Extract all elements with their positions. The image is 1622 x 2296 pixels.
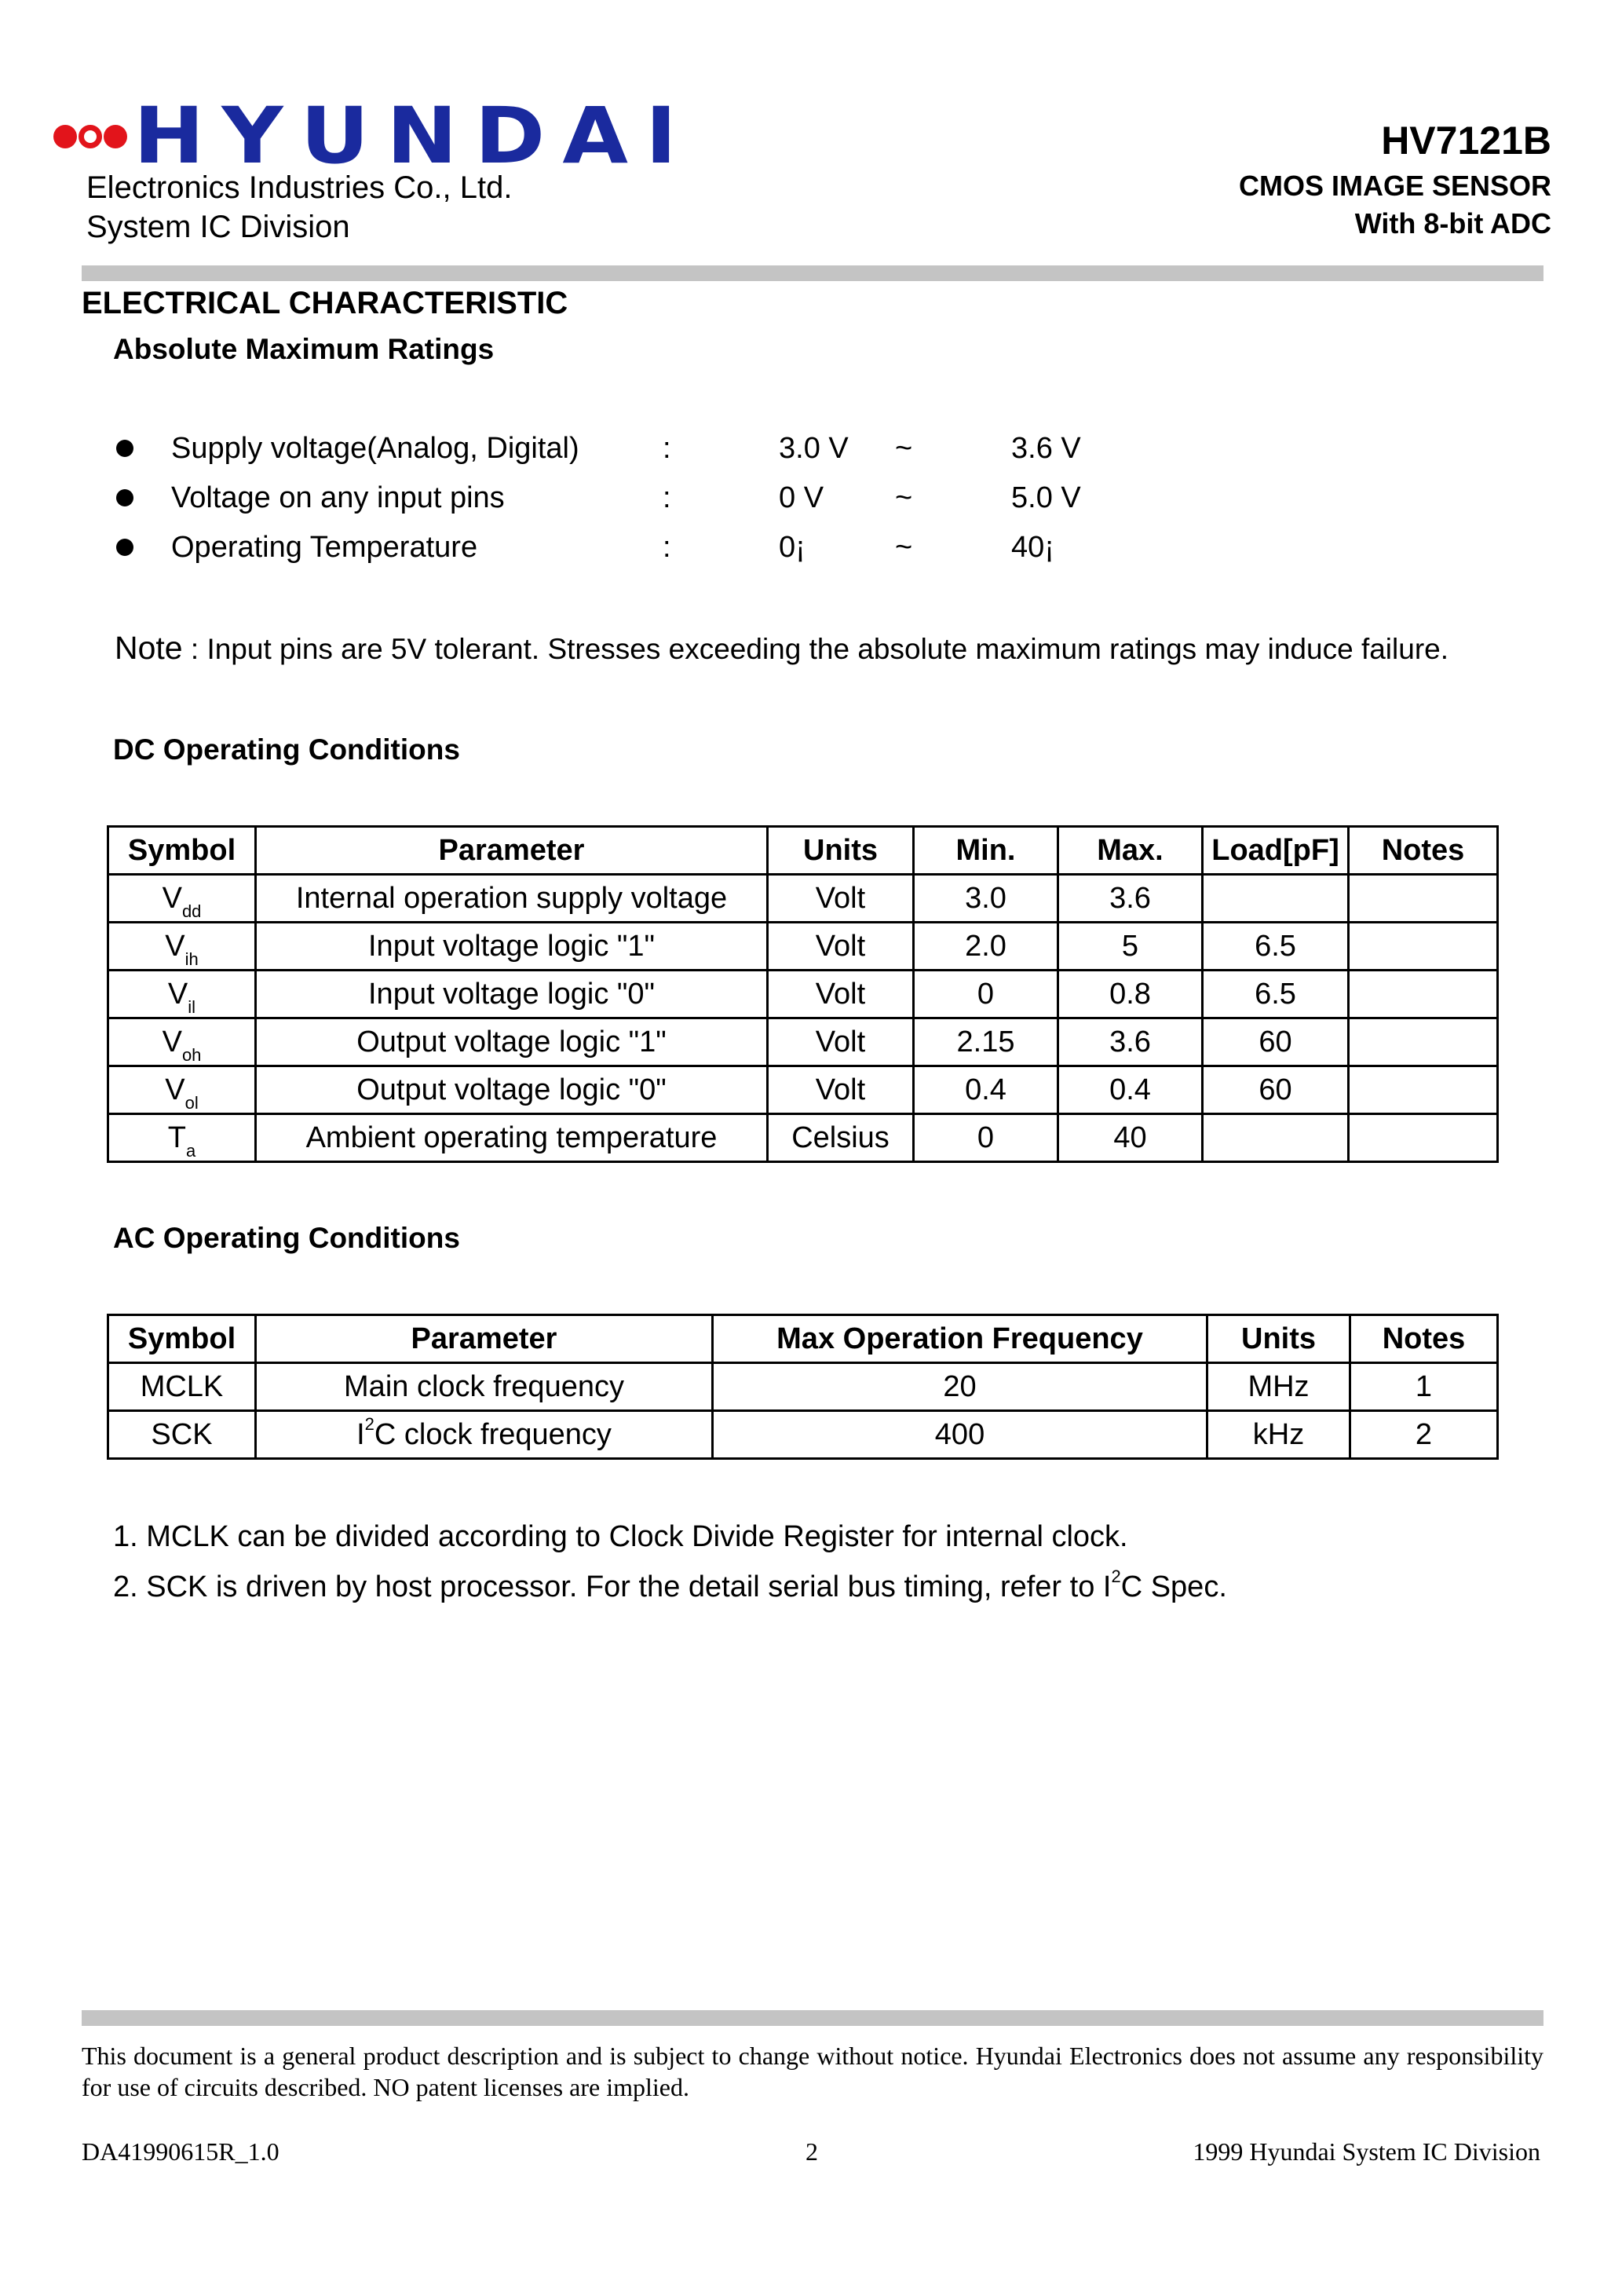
- symbol-cell: SCK: [108, 1411, 256, 1459]
- rating-min: 0¡: [779, 531, 806, 564]
- load-cell: 6.5: [1203, 923, 1349, 971]
- units-cell: MHz: [1207, 1363, 1350, 1411]
- notes-cell: 2: [1350, 1411, 1498, 1459]
- rating-item: [113, 531, 1134, 570]
- document-subtitle-1: CMOS IMAGE SENSOR: [1238, 170, 1551, 202]
- symbol-cell: MCLK: [108, 1363, 256, 1411]
- bullet-icon: [116, 440, 133, 457]
- bullet-icon: [116, 539, 133, 556]
- col-header: Parameter: [256, 1315, 713, 1363]
- rating-max: 40¡: [1011, 531, 1054, 564]
- table-row: [108, 875, 1498, 923]
- rating-colon: :: [663, 531, 671, 564]
- frequency-cell: 20: [713, 1363, 1207, 1411]
- document-code: HV7121B: [1381, 119, 1551, 163]
- col-header: Symbol: [108, 827, 256, 875]
- rating-item: [113, 432, 1134, 471]
- parameter-cell: Main clock frequency: [256, 1363, 713, 1411]
- parameter-cell: Ambient operating temperature: [256, 1114, 768, 1162]
- units-cell: Volt: [768, 1018, 914, 1066]
- rating-colon: :: [663, 432, 671, 465]
- min-cell: 0: [914, 971, 1058, 1018]
- note-text: : Input pins are 5V tolerant. Stresses exceeding the absolute maximum ratings may induce failure.: [182, 633, 1448, 665]
- load-cell: 60: [1203, 1066, 1349, 1114]
- rating-max: 3.6 V: [1011, 432, 1081, 465]
- col-header: Notes: [1350, 1315, 1498, 1363]
- table-row: [108, 1114, 1498, 1162]
- min-cell: 2.0: [914, 923, 1058, 971]
- table-row: [108, 1363, 1498, 1411]
- section-title: ELECTRICAL CHARACTERISTIC: [82, 286, 568, 320]
- col-header: Notes: [1349, 827, 1498, 875]
- col-header: Parameter: [256, 827, 768, 875]
- footnote-2: 2. SCK is driven by host processor. For the detail serial bus timing, refer to $I^2C$ Spec.: [113, 1567, 1227, 1603]
- symbol-cell: $V_{dd}$: [108, 875, 256, 923]
- max-cell: 0.8: [1058, 971, 1203, 1018]
- page-number: 2: [806, 2137, 818, 2166]
- notes-cell: [1349, 923, 1498, 971]
- hyundai-logo: [53, 91, 695, 182]
- company-line-2: System IC Division: [86, 210, 350, 244]
- col-header: Units: [768, 827, 914, 875]
- notes-cell: [1349, 1066, 1498, 1114]
- units-cell: Volt: [768, 971, 914, 1018]
- footnote-1: 1. MCLK can be divided according to Clock Divide Register for internal clock.: [113, 1520, 1128, 1553]
- parameter-cell: Output voltage logic "0": [256, 1066, 768, 1114]
- max-cell: 5: [1058, 923, 1203, 971]
- notes-cell: 1: [1350, 1363, 1498, 1411]
- dc-table: [107, 825, 1499, 1163]
- units-cell: Volt: [768, 875, 914, 923]
- company-block: [86, 168, 512, 247]
- document-subtitle-2: With 8-bit ADC: [1354, 207, 1551, 239]
- table-row: [108, 1066, 1498, 1114]
- load-cell: [1203, 1114, 1349, 1162]
- col-header: Symbol: [108, 1315, 256, 1363]
- table-header-row: [108, 827, 1498, 875]
- min-cell: 0.4: [914, 1066, 1058, 1114]
- rating-colon: :: [663, 481, 671, 514]
- notes-cell: [1349, 1114, 1498, 1162]
- parameter-cell: $I^2C$ clock frequency: [256, 1411, 713, 1459]
- rating-tilde: ~: [895, 432, 913, 465]
- col-header: Max Operation Frequency: [713, 1315, 1207, 1363]
- notes-cell: [1349, 971, 1498, 1018]
- logo-dots-icon: [53, 125, 129, 148]
- parameter-cell: Internal operation supply voltage: [256, 875, 768, 923]
- col-header: Max.: [1058, 827, 1203, 875]
- rating-label: Operating Temperature: [171, 531, 478, 564]
- symbol-cell: $V_{ol}$: [108, 1066, 256, 1114]
- symbol-cell: $T_a$: [108, 1114, 256, 1162]
- table-row: [108, 971, 1498, 1018]
- bullet-icon: [116, 489, 133, 506]
- max-cell: 3.6: [1058, 875, 1203, 923]
- table-row: [108, 923, 1498, 971]
- company-line-1: Electronics Industries Co., Ltd.: [86, 170, 513, 205]
- col-header: Load[pF]: [1203, 827, 1349, 875]
- ac-table: [107, 1314, 1499, 1460]
- ratings-note: [115, 630, 1448, 667]
- min-cell: 0: [914, 1114, 1058, 1162]
- notes-cell: [1349, 1018, 1498, 1066]
- table-row: [108, 1018, 1498, 1066]
- units-cell: Celsius: [768, 1114, 914, 1162]
- footer-copyright: 1999 Hyundai System IC Division: [1193, 2137, 1540, 2166]
- frequency-cell: 400: [713, 1411, 1207, 1459]
- load-cell: [1203, 875, 1349, 923]
- min-cell: 2.15: [914, 1018, 1058, 1066]
- abs-max-title: Absolute Maximum Ratings: [113, 333, 495, 365]
- rating-max: 5.0 V: [1011, 481, 1081, 514]
- rating-min: 0 V: [779, 481, 824, 514]
- table-row: [108, 1411, 1498, 1459]
- parameter-cell: Output voltage logic "1": [256, 1018, 768, 1066]
- table-header-row: [108, 1315, 1498, 1363]
- disclaimer: This document is a general product description and is subject to change without notice. Hyundai Electronics does not assume any responsibility for use of circuits described. NO patent licenses are implied.: [82, 2042, 1543, 2101]
- notes-cell: [1349, 875, 1498, 923]
- symbol-cell: $V_{ih}$: [108, 923, 256, 971]
- rating-min: 3.0 V: [779, 432, 849, 465]
- logo-wordmark: HYUNDAI: [133, 91, 695, 182]
- load-cell: 60: [1203, 1018, 1349, 1066]
- min-cell: 3.0: [914, 875, 1058, 923]
- symbol-cell: $V_{oh}$: [108, 1018, 256, 1066]
- rating-tilde: ~: [895, 481, 913, 514]
- parameter-cell: Input voltage logic "0": [256, 971, 768, 1018]
- rating-item: [113, 481, 1134, 521]
- symbol-cell: $V_{il}$: [108, 971, 256, 1018]
- units-cell: Volt: [768, 923, 914, 971]
- header-divider: [82, 265, 1543, 281]
- col-header: Units: [1207, 1315, 1350, 1363]
- col-header: Min.: [914, 827, 1058, 875]
- max-cell: 3.6: [1058, 1018, 1203, 1066]
- rating-label: Supply voltage(Analog, Digital): [171, 432, 579, 465]
- units-cell: kHz: [1207, 1411, 1350, 1459]
- rating-label: Voltage on any input pins: [171, 481, 505, 514]
- rating-tilde: ~: [895, 531, 913, 564]
- ac-title: AC Operating Conditions: [113, 1222, 460, 1254]
- note-lead: Note: [115, 630, 183, 666]
- footer-divider: [82, 2010, 1543, 2026]
- units-cell: Volt: [768, 1066, 914, 1114]
- max-cell: 0.4: [1058, 1066, 1203, 1114]
- footer-doc-id: DA41990615R_1.0: [82, 2137, 279, 2166]
- dc-title: DC Operating Conditions: [113, 733, 460, 766]
- max-cell: 40: [1058, 1114, 1203, 1162]
- load-cell: 6.5: [1203, 971, 1349, 1018]
- parameter-cell: Input voltage logic "1": [256, 923, 768, 971]
